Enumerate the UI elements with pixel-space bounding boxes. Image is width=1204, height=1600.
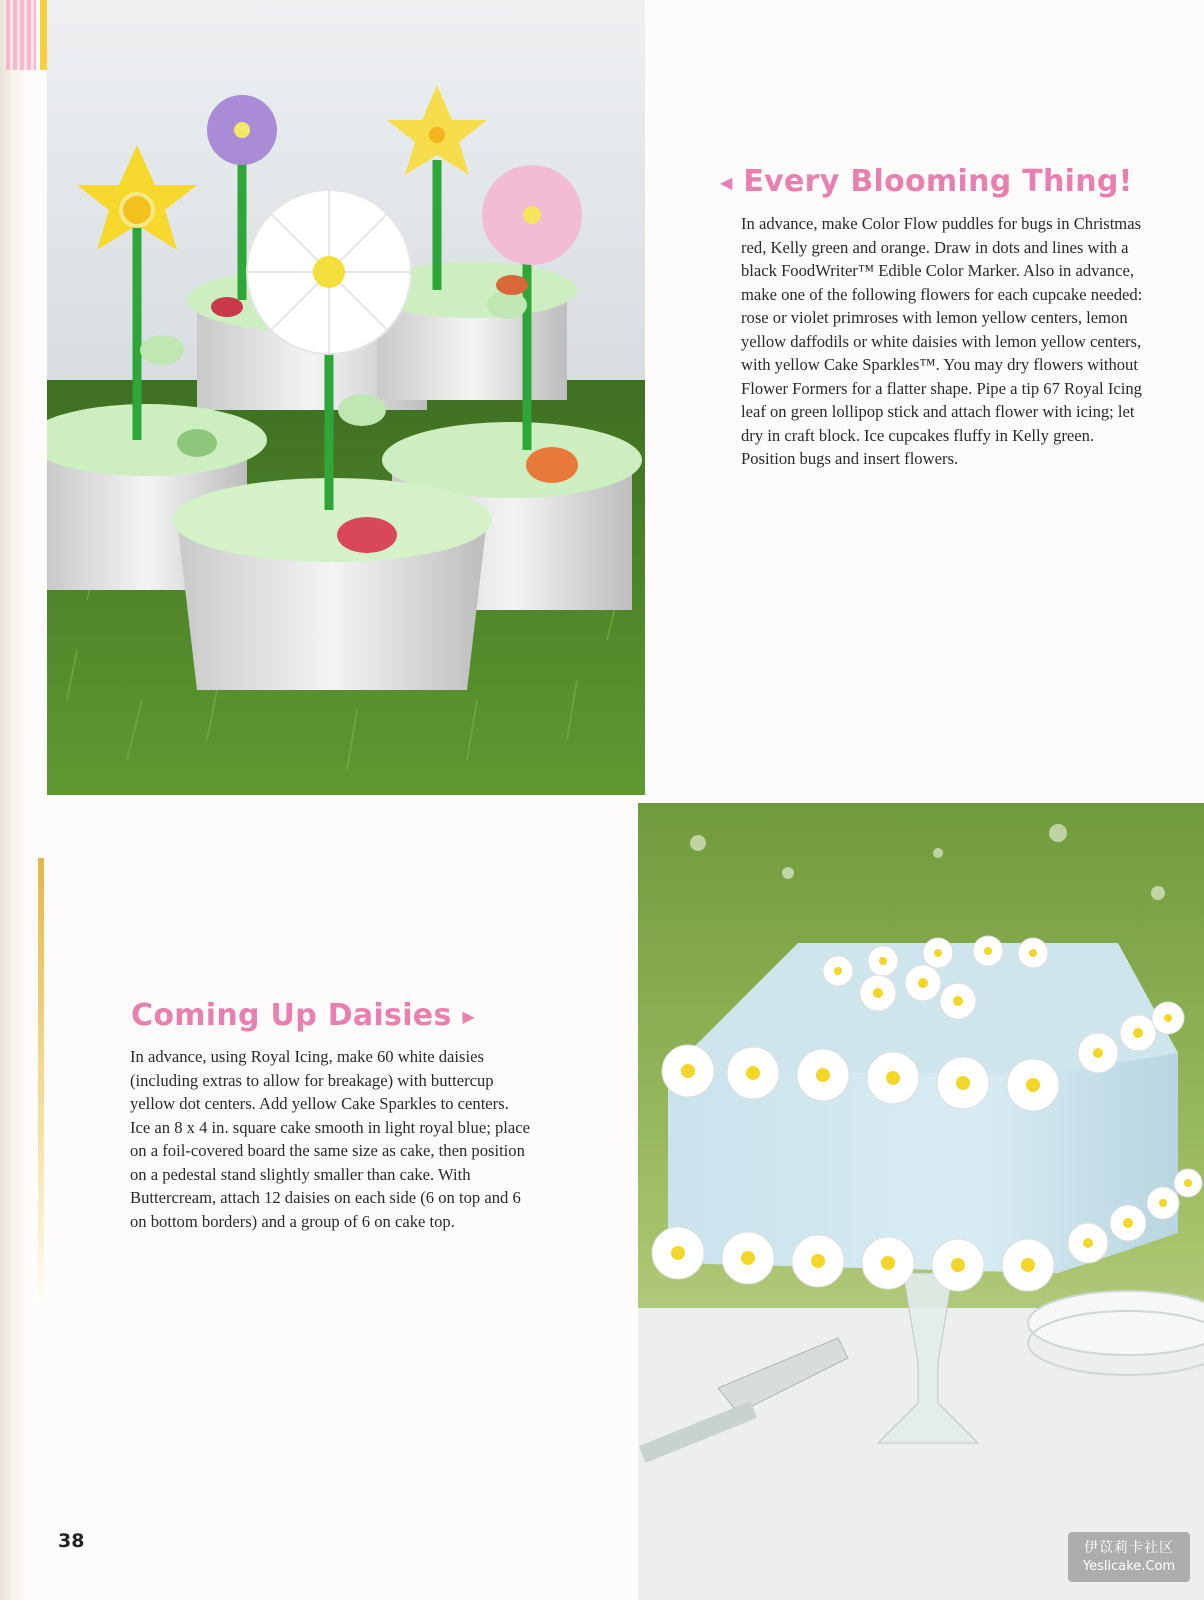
section-body-every-blooming-thing: In advance, make Color Flow puddles for bugs in Christmas red, Kelly green and orange. Draw in dots and lines with a black FoodWriter™ Edible Color Marker. Also in advance, make one of the following flowers for each cupcake needed: rose or violet primroses with lemon yellow centers, lemon yellow daffodils or white daisies with lemon yellow centers, with yellow Cake Sparkles™. You may dry flowers without Flower Formers for a flatter shape. Pipe a tip 67 Royal Icing leaf on green lollipop stick and attach flower with icing; let dry in craft block. Ice cupcakes fluffy in Kelly green. Position bugs and insert flowers. <box>741 214 1143 468</box>
daisy-cake-photo <box>638 803 1204 1600</box>
right-arrow-icon: ▶ <box>462 1007 475 1026</box>
section-heading-every-blooming-thing <box>720 164 1133 199</box>
pink-primrose-flower <box>482 165 582 265</box>
violet-flower <box>207 95 277 165</box>
gold-accent-bar <box>38 858 44 1308</box>
watermark-en: Yeslicake.Com <box>1082 1559 1176 1574</box>
page-binding-edge <box>0 0 34 1600</box>
page-number: 38 <box>58 1530 85 1552</box>
section-heading-coming-up-daisies <box>131 998 475 1033</box>
color-tab-strip <box>0 0 52 70</box>
cupcakes-with-flowers-photo <box>47 0 645 795</box>
heading-text: Coming Up Daisies <box>131 998 452 1033</box>
site-watermark <box>1068 1532 1190 1582</box>
heading-text: Every Blooming Thing! <box>743 164 1133 199</box>
left-arrow-icon: ◀ <box>720 173 733 192</box>
section-body-coming-up-daisies: In advance, using Royal Icing, make 60 white daisies (including extras to allow for breakage) with buttercup yellow dot centers. Add yellow Cake Sparkles to centers. Ice an 8 x 4 in. square cake smooth in light royal blue; place on a foil-covered board the same size as cake, then position on a pedestal stand slightly smaller than cake. With Buttercream, attach 12 daisies on each side (6 on top and 6 on bottom borders) and a group of 6 on cake top. <box>130 1047 530 1231</box>
watermark-cn: 伊苡莉卡社区 <box>1084 1540 1174 1556</box>
white-daisy-flower <box>247 190 411 354</box>
